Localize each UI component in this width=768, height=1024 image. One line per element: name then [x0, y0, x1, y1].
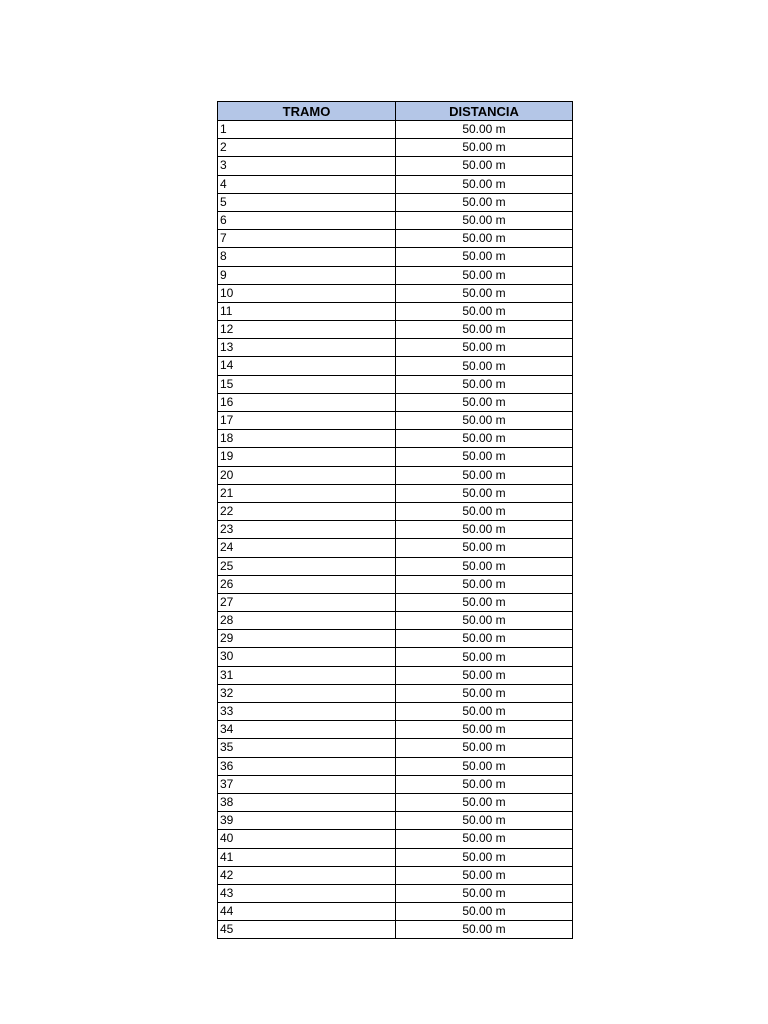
table-row — [218, 375, 573, 393]
tramo-distancia-table — [217, 101, 573, 939]
table-row — [218, 684, 573, 702]
tramo-cell[interactable]: 34 — [218, 721, 396, 739]
distancia-cell[interactable]: 50.00 m — [396, 248, 573, 266]
tramo-cell[interactable]: 25 — [218, 557, 396, 575]
distancia-cell[interactable]: 50.00 m — [396, 448, 573, 466]
distancia-cell[interactable]: 50.00 m — [396, 211, 573, 229]
tramo-cell[interactable]: 6 — [218, 211, 396, 229]
distancia-cell[interactable]: 50.00 m — [396, 866, 573, 884]
tramo-cell[interactable]: 33 — [218, 703, 396, 721]
tramo-cell[interactable]: 17 — [218, 412, 396, 430]
distancia-cell[interactable]: 50.00 m — [396, 684, 573, 702]
tramo-cell[interactable]: 26 — [218, 575, 396, 593]
distancia-cell[interactable]: 50.00 m — [396, 539, 573, 557]
tramo-cell[interactable]: 9 — [218, 266, 396, 284]
tramo-cell[interactable]: 13 — [218, 339, 396, 357]
distancia-cell[interactable]: 50.00 m — [396, 466, 573, 484]
table-row — [218, 339, 573, 357]
tramo-cell[interactable]: 7 — [218, 230, 396, 248]
table-row — [218, 393, 573, 411]
tramo-cell[interactable]: 16 — [218, 393, 396, 411]
table-row — [218, 121, 573, 139]
distancia-cell[interactable]: 50.00 m — [396, 121, 573, 139]
table-row — [218, 357, 573, 375]
table-row — [218, 139, 573, 157]
tramo-cell[interactable]: 18 — [218, 430, 396, 448]
table-row — [218, 630, 573, 648]
tramo-cell[interactable]: 45 — [218, 921, 396, 939]
distancia-cell[interactable]: 50.00 m — [396, 648, 573, 666]
tramo-cell[interactable]: 11 — [218, 302, 396, 320]
tramo-cell[interactable]: 30 — [218, 648, 396, 666]
distancia-cell[interactable]: 50.00 m — [396, 321, 573, 339]
tramo-cell[interactable]: 39 — [218, 812, 396, 830]
tramo-cell[interactable]: 29 — [218, 630, 396, 648]
tramo-cell[interactable]: 32 — [218, 684, 396, 702]
table-row — [218, 266, 573, 284]
distancia-cell[interactable]: 50.00 m — [396, 266, 573, 284]
tramo-cell[interactable]: 31 — [218, 666, 396, 684]
distancia-cell[interactable]: 50.00 m — [396, 739, 573, 757]
distancia-cell[interactable]: 50.00 m — [396, 812, 573, 830]
table-row — [218, 321, 573, 339]
table-row — [218, 793, 573, 811]
table-row — [218, 557, 573, 575]
tramo-cell[interactable]: 19 — [218, 448, 396, 466]
distancia-cell[interactable]: 50.00 m — [396, 793, 573, 811]
distancia-cell[interactable]: 50.00 m — [396, 502, 573, 520]
tramo-cell[interactable]: 14 — [218, 357, 396, 375]
table-row — [218, 648, 573, 666]
tramo-cell[interactable]: 3 — [218, 157, 396, 175]
header-tramo[interactable]: TRAMO — [218, 102, 396, 121]
table-row — [218, 175, 573, 193]
table-row — [218, 757, 573, 775]
distancia-cell[interactable]: 50.00 m — [396, 593, 573, 611]
tramo-cell[interactable]: 12 — [218, 321, 396, 339]
distancia-cell[interactable]: 50.00 m — [396, 921, 573, 939]
distancia-cell[interactable]: 50.00 m — [396, 393, 573, 411]
tramo-cell[interactable]: 2 — [218, 139, 396, 157]
table-row — [218, 302, 573, 320]
distancia-cell[interactable]: 50.00 m — [396, 557, 573, 575]
tramo-cell[interactable]: 37 — [218, 775, 396, 793]
table-row — [218, 248, 573, 266]
distancia-cell[interactable]: 50.00 m — [396, 703, 573, 721]
table-row — [218, 521, 573, 539]
distancia-cell[interactable]: 50.00 m — [396, 284, 573, 302]
header-row — [218, 102, 573, 121]
table-row — [218, 721, 573, 739]
distancia-cell[interactable]: 50.00 m — [396, 575, 573, 593]
table-row — [218, 812, 573, 830]
tramo-cell[interactable]: 24 — [218, 539, 396, 557]
table-row — [218, 739, 573, 757]
tramo-cell[interactable]: 10 — [218, 284, 396, 302]
distancia-cell[interactable]: 50.00 m — [396, 521, 573, 539]
table-row — [218, 666, 573, 684]
tramo-cell[interactable]: 8 — [218, 248, 396, 266]
tramo-cell[interactable]: 5 — [218, 193, 396, 211]
table-header — [218, 102, 573, 121]
table-row — [218, 703, 573, 721]
distancia-cell[interactable]: 50.00 m — [396, 430, 573, 448]
distancia-cell[interactable]: 50.00 m — [396, 339, 573, 357]
distancia-cell[interactable]: 50.00 m — [396, 903, 573, 921]
distancia-cell[interactable]: 50.00 m — [396, 721, 573, 739]
distancia-cell[interactable]: 50.00 m — [396, 175, 573, 193]
table-row — [218, 612, 573, 630]
table-row — [218, 593, 573, 611]
tramo-cell[interactable]: 28 — [218, 612, 396, 630]
tramo-cell[interactable]: 23 — [218, 521, 396, 539]
tramo-cell[interactable]: 44 — [218, 903, 396, 921]
table-row — [218, 448, 573, 466]
table-row — [218, 848, 573, 866]
distancia-cell[interactable]: 50.00 m — [396, 157, 573, 175]
table-row — [218, 502, 573, 520]
distancia-cell[interactable]: 50.00 m — [396, 484, 573, 502]
tramo-cell[interactable]: 35 — [218, 739, 396, 757]
table-row — [218, 775, 573, 793]
table-row — [218, 830, 573, 848]
distancia-cell[interactable]: 50.00 m — [396, 612, 573, 630]
distancia-cell[interactable]: 50.00 m — [396, 775, 573, 793]
table-row — [218, 575, 573, 593]
distancia-cell[interactable]: 50.00 m — [396, 193, 573, 211]
table-row — [218, 921, 573, 939]
distancia-cell[interactable]: 50.00 m — [396, 830, 573, 848]
table-row — [218, 193, 573, 211]
distancia-cell[interactable]: 50.00 m — [396, 230, 573, 248]
table-row — [218, 412, 573, 430]
table-row — [218, 157, 573, 175]
table-row — [218, 539, 573, 557]
distancia-cell[interactable]: 50.00 m — [396, 412, 573, 430]
distancia-cell[interactable]: 50.00 m — [396, 357, 573, 375]
distancia-cell[interactable]: 50.00 m — [396, 630, 573, 648]
tramo-cell[interactable]: 38 — [218, 793, 396, 811]
table-row — [218, 430, 573, 448]
table-row — [218, 866, 573, 884]
tramo-cell[interactable]: 43 — [218, 884, 396, 902]
tramo-cell[interactable]: 20 — [218, 466, 396, 484]
distancia-cell[interactable]: 50.00 m — [396, 884, 573, 902]
tramo-cell[interactable]: 36 — [218, 757, 396, 775]
spreadsheet-page — [217, 101, 572, 939]
table-row — [218, 230, 573, 248]
tramo-cell[interactable]: 41 — [218, 848, 396, 866]
tramo-cell[interactable]: 40 — [218, 830, 396, 848]
tramo-cell[interactable]: 22 — [218, 502, 396, 520]
tramo-cell[interactable]: 1 — [218, 121, 396, 139]
distancia-cell[interactable]: 50.00 m — [396, 666, 573, 684]
table-row — [218, 211, 573, 229]
tramo-cell[interactable]: 4 — [218, 175, 396, 193]
distancia-cell[interactable]: 50.00 m — [396, 139, 573, 157]
table-row — [218, 466, 573, 484]
header-distancia[interactable]: DISTANCIA — [396, 102, 573, 121]
tramo-cell[interactable]: 15 — [218, 375, 396, 393]
tramo-cell[interactable]: 42 — [218, 866, 396, 884]
distancia-cell[interactable]: 50.00 m — [396, 757, 573, 775]
tramo-cell[interactable]: 21 — [218, 484, 396, 502]
table-row — [218, 284, 573, 302]
distancia-cell[interactable]: 50.00 m — [396, 302, 573, 320]
tramo-cell[interactable]: 27 — [218, 593, 396, 611]
distancia-cell[interactable]: 50.00 m — [396, 375, 573, 393]
table-row — [218, 484, 573, 502]
table-row — [218, 903, 573, 921]
table-row — [218, 884, 573, 902]
distancia-cell[interactable]: 50.00 m — [396, 848, 573, 866]
table-body — [218, 121, 573, 939]
